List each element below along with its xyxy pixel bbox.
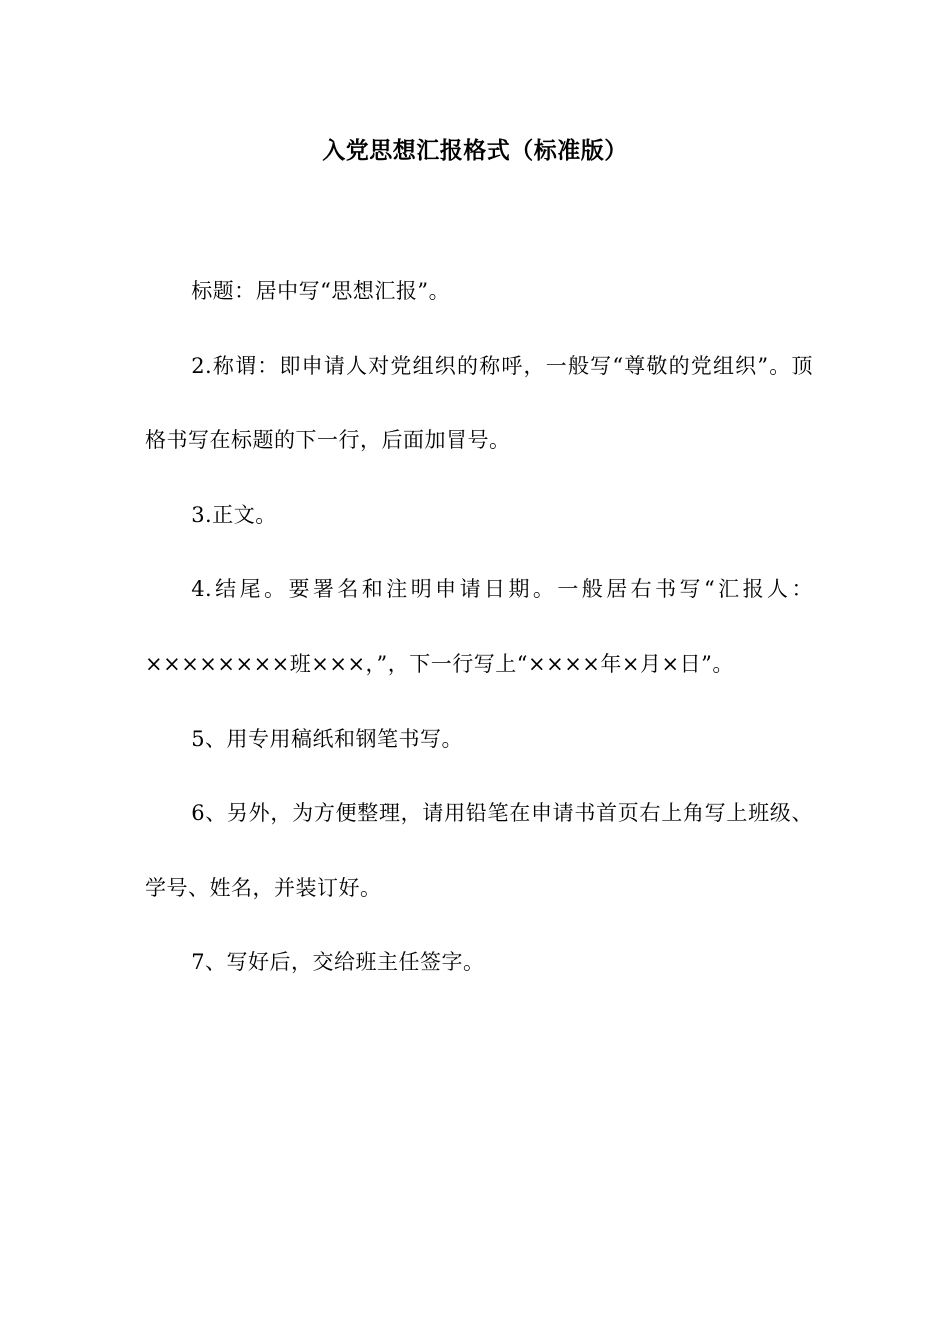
document-body [145, 254, 813, 1000]
paragraph-salutation-rule: 2.称谓：即申请人对党组织的称呼，一般写“尊敬的党组织”。顶格书写在标题的下一行，后面加冒号。 [145, 353, 813, 453]
document-title: 入党思想汇报格式（标准版） [322, 138, 628, 164]
paragraph-title-rule: 标题：居中写“思想汇报”。 [191, 279, 451, 303]
paragraph-signature-rule: 7、写好后，交给班主任签字。 [191, 950, 485, 975]
paragraph-labeling-rule: 6、另外，为方便整理，请用铅笔在申请书首页右上角写上班级、学号、姓名，并装订好。 [145, 801, 813, 900]
paragraph-ending-rule: 4.结尾。要署名和注明申请日期。一般居右书写“汇报人：××××××××班×××，”，下一行写上“××××年×月×日”。 [145, 577, 813, 676]
paragraph-paper-rule: 5、用专用稿纸和钢笔书写。 [191, 726, 464, 751]
paragraph-body-rule: 3.正文。 [191, 502, 277, 527]
